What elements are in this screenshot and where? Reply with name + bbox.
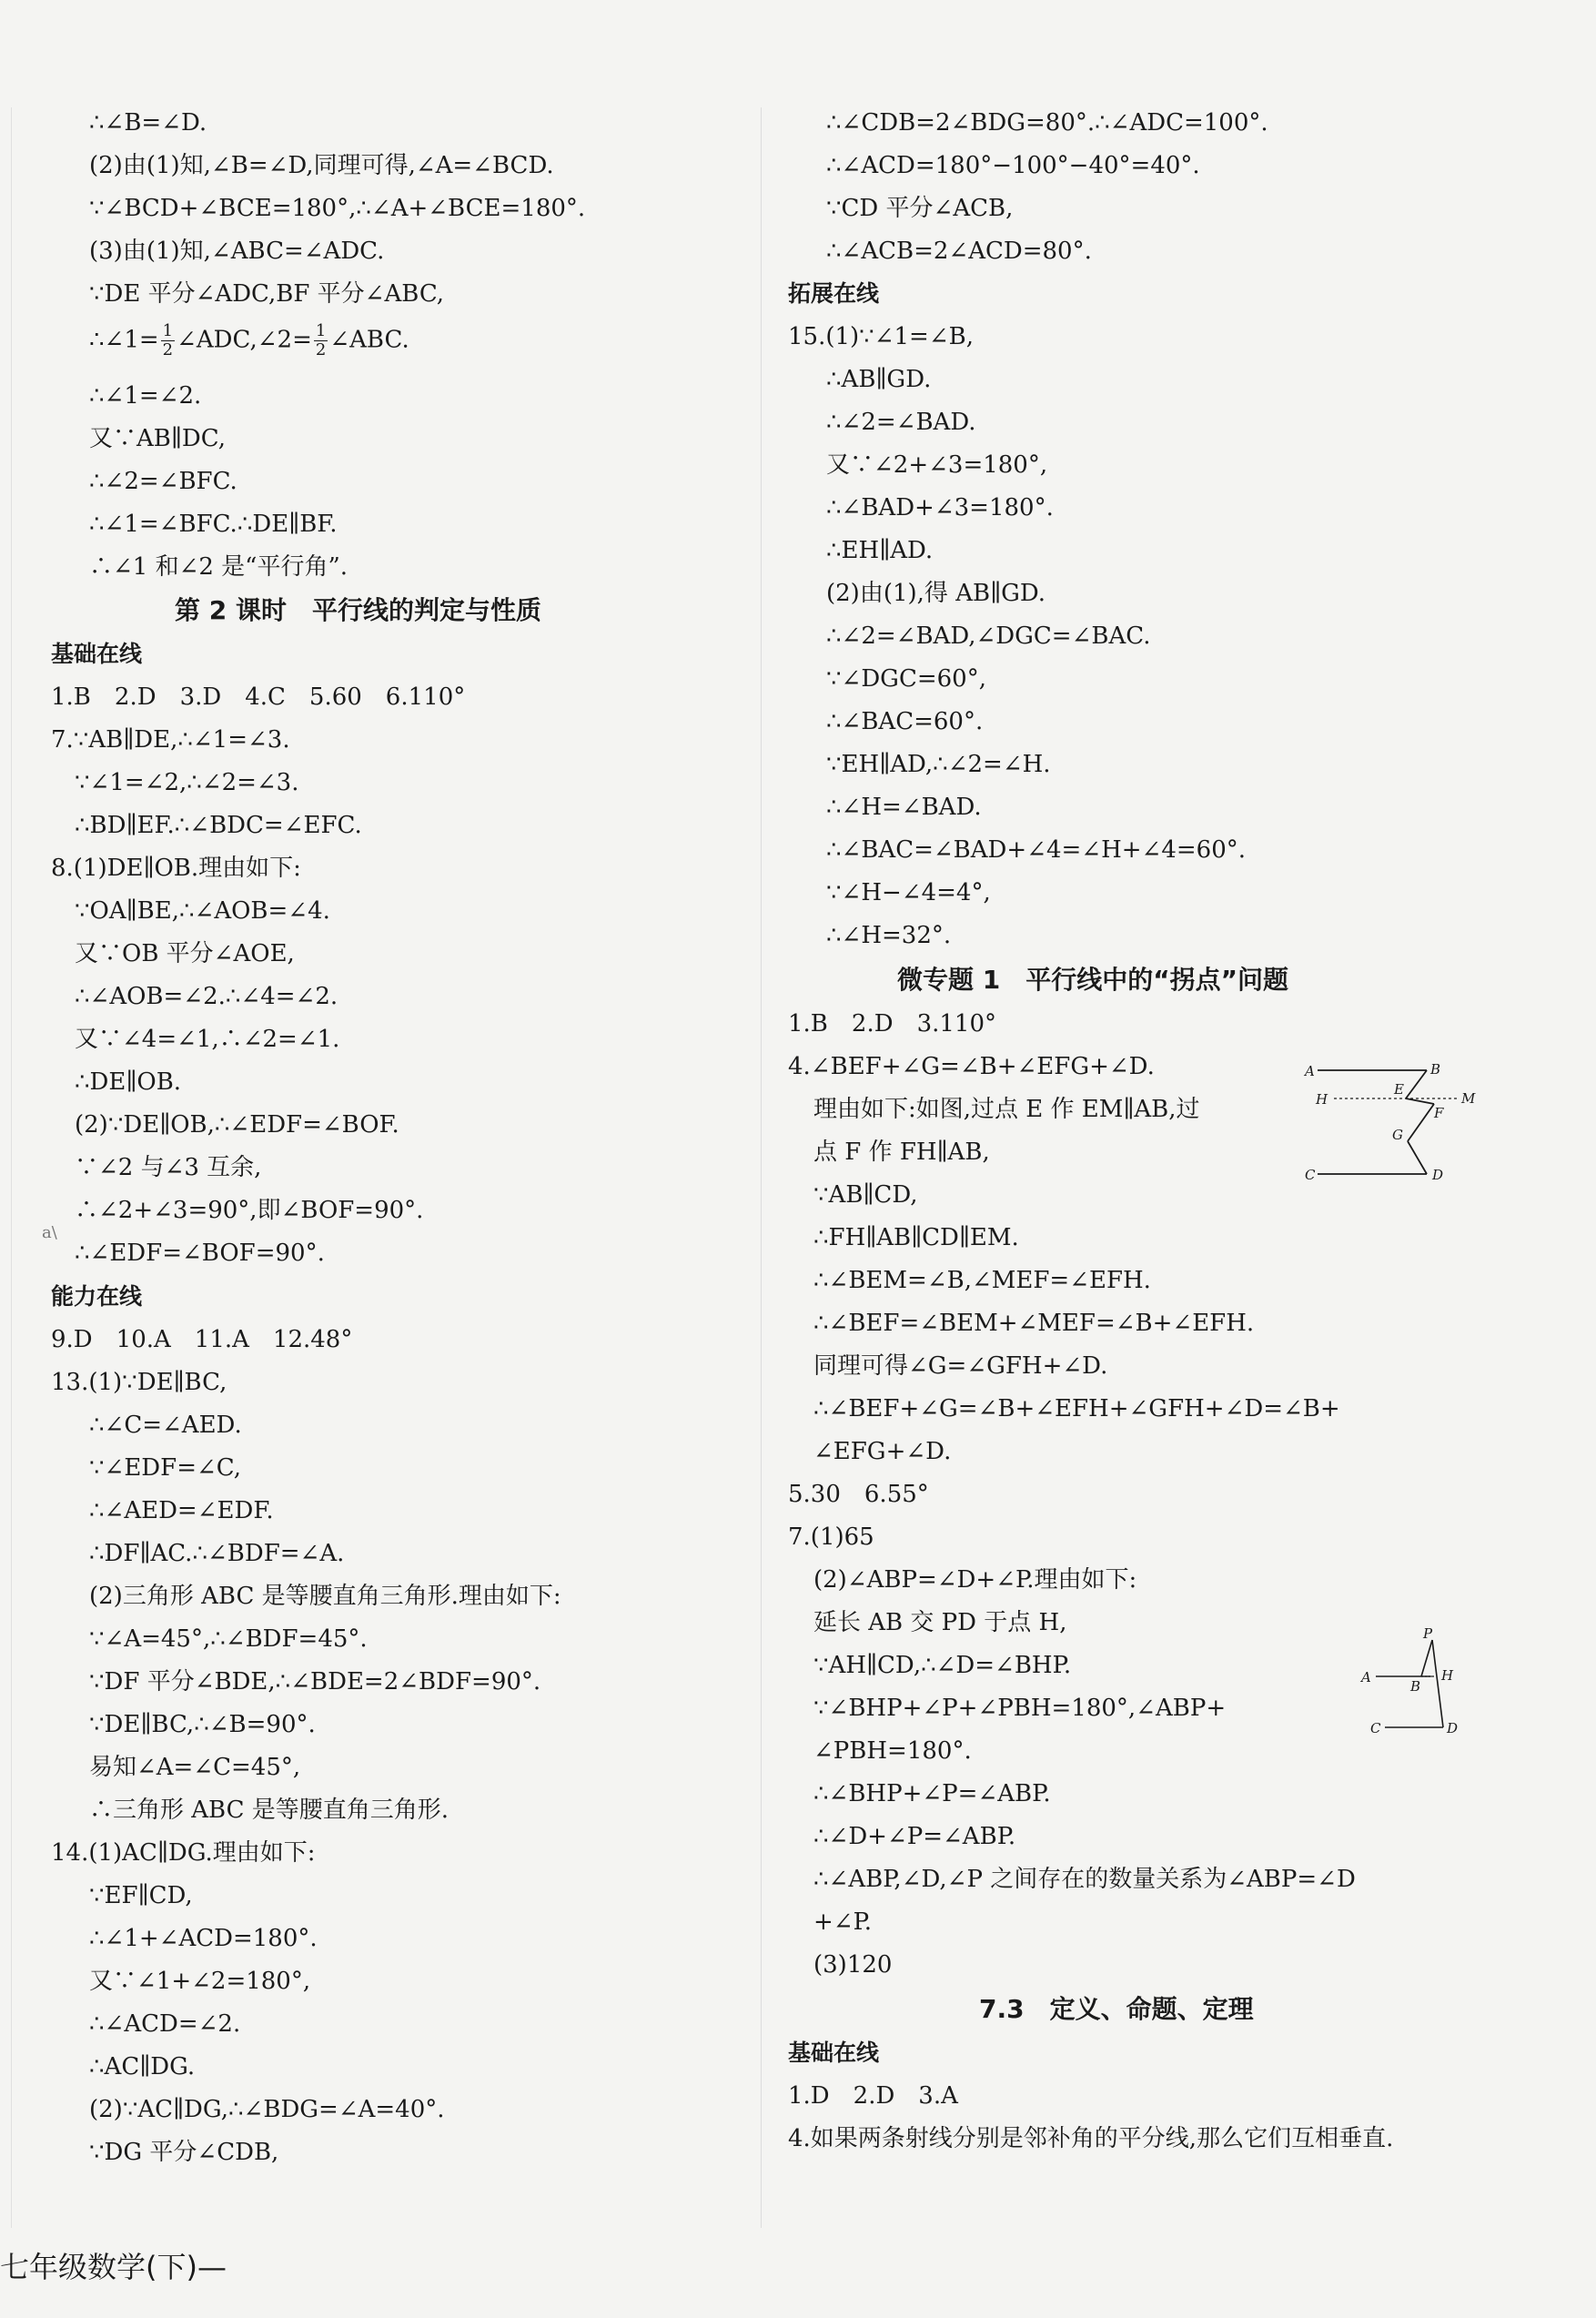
text-line: ∴∠2+∠3=90°,即∠BOF=90°. <box>75 1197 424 1224</box>
fraction-numerator: 1 <box>162 321 174 340</box>
text-line: ∵DE 平分∠ADC,BF 平分∠ABC, <box>89 280 445 308</box>
text-line: (2)由(1),得 AB∥GD. <box>826 580 1046 607</box>
text-line: ∴∠B=∠D. <box>89 109 207 137</box>
text-line: 4.∠BEF+∠G=∠B+∠EFG+∠D. <box>788 1053 1155 1080</box>
text-line: ∴∠1=∠2. <box>89 382 202 410</box>
text-line: ∴∠BEM=∠B,∠MEF=∠EFH. <box>813 1267 1151 1294</box>
text-line: ∴∠BAD+∠3=180°. <box>826 494 1054 521</box>
text-line: ∵EF∥CD, <box>89 1882 193 1909</box>
text-line: ∴∠EDF=∠BOF=90°. <box>75 1240 325 1267</box>
margin-rule <box>11 107 12 2228</box>
text-line: ∴EH∥AD. <box>826 537 934 564</box>
text-line: (3)由(1)知,∠ABC=∠ADC. <box>89 238 385 265</box>
text-line: 8.(1)DE∥OB.理由如下: <box>51 855 301 882</box>
label: D <box>1432 1167 1444 1183</box>
label: B <box>1410 1678 1421 1695</box>
text-line: ∴∠BHP+∠P=∠ABP. <box>813 1780 1051 1807</box>
text-line: ∵∠BCD+∠BCE=180°,∴∠A+∠BCE=180°. <box>89 195 586 222</box>
text-line: ∴∠2=∠BAD. <box>826 409 976 436</box>
text-line: ∴∠H=∠BAD. <box>826 794 982 821</box>
text-line: 又∵∠1+∠2=180°, <box>89 1968 311 1995</box>
text-line: ∴BD∥EF.∴∠BDC=∠EFC. <box>75 812 362 839</box>
fraction-denominator: 2 <box>315 340 327 359</box>
text-line: ∴∠AOB=∠2.∴∠4=∠2. <box>75 983 338 1010</box>
text-line: ∴∠ACD=180°−100°−40°=40°. <box>826 152 1200 179</box>
text-line: ∴∠ACB=2∠ACD=80°. <box>826 238 1092 265</box>
text-line: 又∵∠4=∠1,∴∠2=∠1. <box>75 1026 340 1053</box>
label: H <box>1441 1667 1454 1684</box>
text-line: ∴∠BAC=60°. <box>826 708 984 735</box>
section-title: 7.3 定义、命题、定理 <box>979 1994 1254 2024</box>
text-line: 15.(1)∵∠1=∠B, <box>788 323 974 350</box>
text-line: (2)由(1)知,∠B=∠D,同理可得,∠A=∠BCD. <box>89 152 554 179</box>
label: B <box>1430 1061 1441 1078</box>
text-line: ∴∠ACD=∠2. <box>89 2010 241 2038</box>
text-line: ∵CD 平分∠ACB, <box>826 195 1014 222</box>
label: A <box>1361 1669 1371 1685</box>
label: F <box>1434 1105 1444 1121</box>
text-line: ∴∠AED=∠EDF. <box>89 1497 274 1524</box>
text-line: ∵∠1=∠2,∴∠2=∠3. <box>75 769 299 796</box>
text-line: (2)∵AC∥DG,∴∠BDG=∠A=40°. <box>89 2096 445 2123</box>
text-line: ∴∠2=∠BAD,∠DGC=∠BAC. <box>826 623 1151 650</box>
text-line: 又∵AB∥DC, <box>89 425 226 452</box>
text-line: ∠EFG+∠D. <box>813 1438 952 1465</box>
answer-line: 1.B 2.D 3.110° <box>788 1010 996 1038</box>
label: M <box>1461 1090 1476 1107</box>
text-line: ∴∠BEF+∠G=∠B+∠EFH+∠GFH+∠D=∠B+ <box>813 1395 1340 1422</box>
text-line: (3)120 <box>813 1951 893 1979</box>
text-line: ∴∠1=∠BFC.∴DE∥BF. <box>89 511 338 538</box>
fraction-line <box>89 322 409 359</box>
label: A <box>1305 1063 1315 1079</box>
answer-line: 1.D 2.D 3.A <box>788 2082 958 2110</box>
label: D <box>1447 1720 1459 1736</box>
fraction-line-post: ∠ABC. <box>329 326 409 354</box>
parallel-lines-figure-1 <box>1298 1058 1480 1185</box>
text-line: ∵∠EDF=∠C, <box>89 1454 241 1482</box>
text-line: ∴∠1 和∠2 是“平行角”. <box>89 553 348 581</box>
text-line: +∠P. <box>813 1908 873 1936</box>
text-line: ∴∠2=∠BFC. <box>89 468 237 495</box>
text-line: 14.(1)AC∥DG.理由如下: <box>51 1839 316 1867</box>
text-line: ∴∠CDB=2∠BDG=80°.∴∠ADC=100°. <box>826 109 1268 137</box>
section-heading: 拓展在线 <box>788 280 880 307</box>
text-line: 7.(1)65 <box>788 1523 874 1551</box>
answer-line: 5.30 6.55° <box>788 1481 929 1508</box>
text-line: 点 F 作 FH∥AB, <box>813 1139 990 1166</box>
label: C <box>1370 1720 1381 1736</box>
text-line: ∵DG 平分∠CDB, <box>89 2139 279 2166</box>
stray-mark: a\ <box>42 1223 57 1242</box>
text-line: ∴∠D+∠P=∠ABP. <box>813 1823 1016 1850</box>
label: G <box>1392 1127 1403 1143</box>
text-line: 13.(1)∵DE∥BC, <box>51 1369 227 1396</box>
text-line: 易知∠A=∠C=45°, <box>89 1754 301 1781</box>
parallel-lines-figure-2 <box>1356 1627 1483 1746</box>
text-line: ∠PBH=180°. <box>813 1737 972 1765</box>
fraction-line-pre: ∴∠1= <box>89 326 159 354</box>
answer-line: 1.B 2.D 3.D 4.C 5.60 6.110° <box>51 683 466 711</box>
lesson-title: 第 2 课时 平行线的判定与性质 <box>175 595 541 625</box>
text-line: ∴∠H=32°. <box>826 922 952 949</box>
fraction <box>314 322 328 359</box>
text-line: (2)∠ABP=∠D+∠P.理由如下: <box>813 1566 1137 1594</box>
text-line: (2)三角形 ABC 是等腰直角三角形.理由如下: <box>89 1583 561 1610</box>
text-line: ∵∠2 与∠3 互余, <box>75 1154 262 1181</box>
text-line: 又∵OB 平分∠AOE, <box>75 940 295 967</box>
text-line: ∴∠C=∠AED. <box>89 1412 242 1439</box>
text-line: ∵EH∥AD,∴∠2=∠H. <box>826 751 1051 778</box>
text-line: ∴∠ABP,∠D,∠P 之间存在的数量关系为∠ABP=∠D <box>813 1866 1356 1893</box>
text-line: ∴DE∥OB. <box>75 1068 182 1096</box>
section-heading: 基础在线 <box>788 2040 880 2066</box>
text-line: ∴AC∥DG. <box>89 2053 196 2080</box>
answer-line: 9.D 10.A 11.A 12.48° <box>51 1326 353 1353</box>
text-line: 理由如下:如图,过点 E 作 EM∥AB,过 <box>813 1096 1200 1123</box>
text-line: 同理可得∠G=∠GFH+∠D. <box>813 1352 1108 1380</box>
text-line: ∵OA∥BE,∴∠AOB=∠4. <box>75 897 330 925</box>
fraction-numerator: 1 <box>315 321 327 340</box>
label: P <box>1423 1627 1433 1642</box>
text-line: 又∵∠2+∠3=180°, <box>826 451 1048 479</box>
footer: 七年级数学(下)— <box>0 2250 227 2284</box>
text-line: ∴∠1+∠ACD=180°. <box>89 1925 318 1952</box>
text-line: ∵AB∥CD, <box>813 1181 918 1209</box>
text-line: ∴DF∥AC.∴∠BDF=∠A. <box>89 1540 345 1567</box>
fraction-line-mid: ∠ADC,∠2= <box>177 326 312 354</box>
text-line: ∵∠A=45°,∴∠BDF=45°. <box>89 1625 368 1653</box>
text-line: 延长 AB 交 PD 于点 H, <box>813 1609 1067 1636</box>
text-line: ∴∠BAC=∠BAD+∠4=∠H+∠4=60°. <box>826 836 1247 864</box>
text-line: ∵DE∥BC,∴∠B=90°. <box>89 1711 316 1738</box>
column-divider <box>761 107 762 2228</box>
label: C <box>1305 1167 1316 1183</box>
text-line: ∴三角形 ABC 是等腰直角三角形. <box>89 1797 450 1824</box>
label: E <box>1394 1081 1404 1098</box>
text-line: ∵∠BHP+∠P+∠PBH=180°,∠ABP+ <box>813 1695 1227 1722</box>
text-line: ∴AB∥GD. <box>826 366 932 393</box>
label: H <box>1316 1091 1328 1108</box>
text-line: ∴FH∥AB∥CD∥EM. <box>813 1224 1019 1251</box>
text-line: ∵DF 平分∠BDE,∴∠BDE=2∠BDF=90°. <box>89 1668 541 1695</box>
text-line: 4.如果两条射线分别是邻补角的平分线,那么它们互相垂直. <box>788 2125 1394 2152</box>
section-heading: 能力在线 <box>51 1283 143 1310</box>
text-line: 7.∵AB∥DE,∴∠1=∠3. <box>51 726 290 754</box>
text-line: ∵∠H−∠4=4°, <box>826 879 991 906</box>
text-line: ∵∠DGC=60°, <box>826 665 986 693</box>
topic-title: 微专题 1 平行线中的“拐点”问题 <box>897 965 1289 995</box>
fraction-denominator: 2 <box>162 340 174 359</box>
section-heading: 基础在线 <box>51 641 143 667</box>
text-line: (2)∵DE∥OB,∴∠EDF=∠BOF. <box>75 1111 399 1139</box>
text-line: ∵AH∥CD,∴∠D=∠BHP. <box>813 1652 1072 1679</box>
fraction <box>161 322 175 359</box>
text-line: ∴∠BEF=∠BEM+∠MEF=∠B+∠EFH. <box>813 1310 1255 1337</box>
